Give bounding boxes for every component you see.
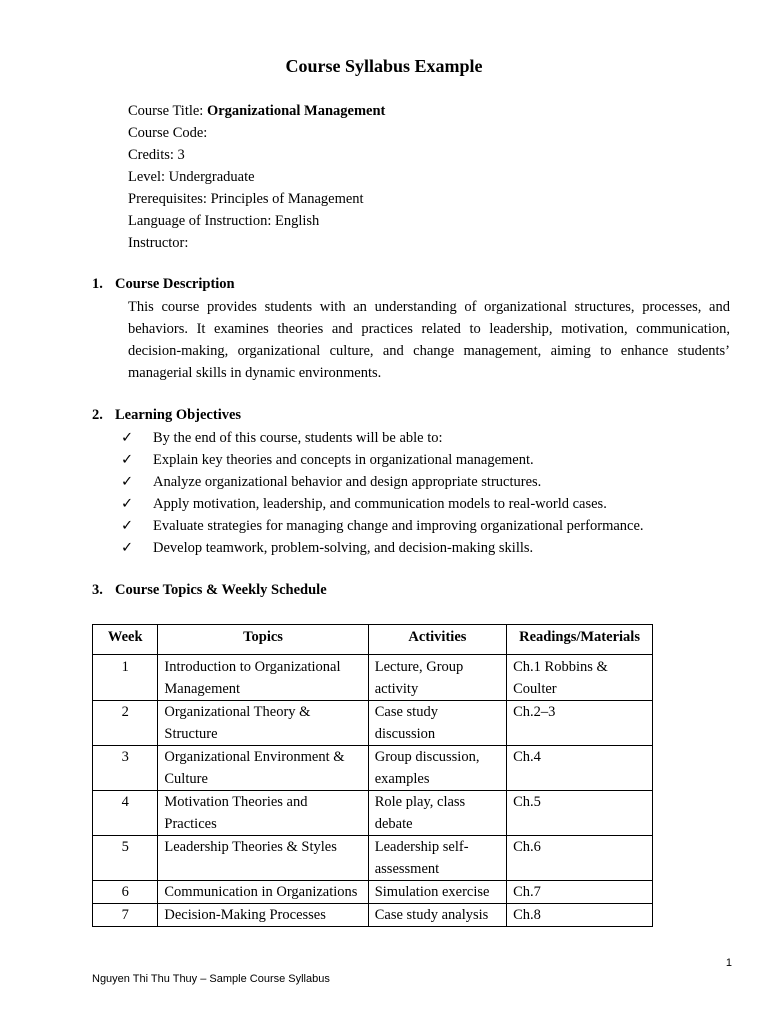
table-row xyxy=(93,904,653,927)
checkmark-icon: ✓ xyxy=(121,430,134,446)
prerequisites-row xyxy=(128,188,385,210)
course-title-row xyxy=(128,100,385,122)
checkmark-icon: ✓ xyxy=(121,474,134,490)
table-row xyxy=(93,746,653,791)
section-number: 1. xyxy=(92,276,103,292)
section-heading-objectives xyxy=(92,407,241,424)
course-code-row xyxy=(128,122,385,144)
checkmark-icon: ✓ xyxy=(121,496,134,512)
objective-text: Evaluate strategies for managing change and improving organizational performance. xyxy=(153,518,644,534)
table-row xyxy=(93,881,653,904)
column-header-week: Week xyxy=(93,625,158,655)
reading-cell: Ch.5 xyxy=(507,791,653,836)
column-header-readings: Readings/Materials xyxy=(507,625,653,655)
list-item xyxy=(121,493,644,515)
objective-text: Explain key theories and concepts in organizational management. xyxy=(153,452,534,468)
prerequisites-label: Prerequisites: xyxy=(128,191,211,207)
reading-cell: Ch.7 xyxy=(507,881,653,904)
reading-cell: Ch.6 xyxy=(507,836,653,881)
reading-cell: Ch.1 Robbins & Coulter xyxy=(507,655,653,701)
section-title: Course Topics & Weekly Schedule xyxy=(115,582,327,598)
table-row xyxy=(93,655,653,701)
topic-cell: Decision-Making Processes xyxy=(158,904,368,927)
list-item xyxy=(121,471,644,493)
page-footer: Nguyen Thi Thu Thuy – Sample Course Syllabus xyxy=(92,973,330,985)
objective-text: By the end of this course, students will be able to: xyxy=(153,430,443,446)
objective-text: Apply motivation, leadership, and communication models to real-world cases. xyxy=(153,496,607,512)
level-row xyxy=(128,166,385,188)
topic-cell: Motivation Theories and Practices xyxy=(158,791,368,836)
week-cell: 3 xyxy=(93,746,158,791)
language-value: English xyxy=(274,213,320,229)
activity-cell: Group discussion, examples xyxy=(368,746,506,791)
table-row xyxy=(93,836,653,881)
reading-cell: Ch.2–3 xyxy=(507,701,653,746)
course-code-label: Course Code: xyxy=(128,125,208,141)
topic-cell: Communication in Organizations xyxy=(158,881,368,904)
objective-text: Analyze organizational behavior and design appropriate structures. xyxy=(153,474,542,490)
list-item xyxy=(121,449,644,471)
section-number: 2. xyxy=(92,407,103,423)
week-cell: 5 xyxy=(93,836,158,881)
reading-cell: Ch.4 xyxy=(507,746,653,791)
page-title: Course Syllabus Example xyxy=(285,56,483,76)
credits-value: 3 xyxy=(177,147,185,163)
week-cell: 7 xyxy=(93,904,158,927)
week-cell: 4 xyxy=(93,791,158,836)
section-number: 3. xyxy=(92,582,103,598)
objective-text: Develop teamwork, problem-solving, and decision-making skills. xyxy=(153,540,534,556)
column-header-activities: Activities xyxy=(368,625,506,655)
list-item xyxy=(121,537,644,559)
instructor-label: Instructor: xyxy=(128,235,189,251)
credits-label: Credits: xyxy=(128,147,178,163)
reading-cell: Ch.8 xyxy=(507,904,653,927)
credits-row xyxy=(128,144,385,166)
checkmark-icon: ✓ xyxy=(121,518,134,534)
column-header-topics: Topics xyxy=(158,625,368,655)
list-item xyxy=(121,427,644,449)
activity-cell: Simulation exercise xyxy=(368,881,506,904)
level-value: Undergraduate xyxy=(168,169,255,185)
checkmark-icon: ✓ xyxy=(121,452,134,468)
table-row xyxy=(93,791,653,836)
activity-cell: Case study discussion xyxy=(368,701,506,746)
topic-cell: Introduction to Organizational Management xyxy=(158,655,368,701)
section-title: Course Description xyxy=(115,276,235,292)
list-item xyxy=(121,515,644,537)
level-label: Level: xyxy=(128,169,169,185)
checkmark-icon: ✓ xyxy=(121,540,134,556)
topic-cell: Leadership Theories & Styles xyxy=(158,836,368,881)
prerequisites-value: Principles of Management xyxy=(210,191,364,207)
page-number: 1 xyxy=(725,957,732,969)
activity-cell: Leadership self-assessment xyxy=(368,836,506,881)
topic-cell: Organizational Theory & Structure xyxy=(158,701,368,746)
week-cell: 1 xyxy=(93,655,158,701)
instructor-row xyxy=(128,232,385,254)
week-cell: 6 xyxy=(93,881,158,904)
topic-cell: Organizational Environment & Culture xyxy=(158,746,368,791)
week-cell: 2 xyxy=(93,701,158,746)
table-header-row xyxy=(93,625,653,655)
language-label: Language of Instruction: xyxy=(128,213,275,229)
section-heading-description xyxy=(92,276,235,293)
schedule-table xyxy=(92,624,653,927)
section-title: Learning Objectives xyxy=(115,407,242,423)
activity-cell: Lecture, Group activity xyxy=(368,655,506,701)
course-title-value: Organizational Management xyxy=(206,103,386,119)
activity-cell: Role play, class debate xyxy=(368,791,506,836)
section-heading-schedule xyxy=(92,582,327,599)
course-title-label: Course Title: xyxy=(128,103,207,119)
activity-cell: Case study analysis xyxy=(368,904,506,927)
course-info xyxy=(128,100,385,254)
language-row xyxy=(128,210,385,232)
table-row xyxy=(93,701,653,746)
objectives-list xyxy=(121,427,644,559)
course-description: This course provides students with an understanding of organizational structures, processes, and behaviors. It examines theories and practices related to leadership, motivation, communication, decision-making, organizational culture, and change management, aiming to enhance students’ managerial skills in dynamic environments. xyxy=(128,299,730,381)
